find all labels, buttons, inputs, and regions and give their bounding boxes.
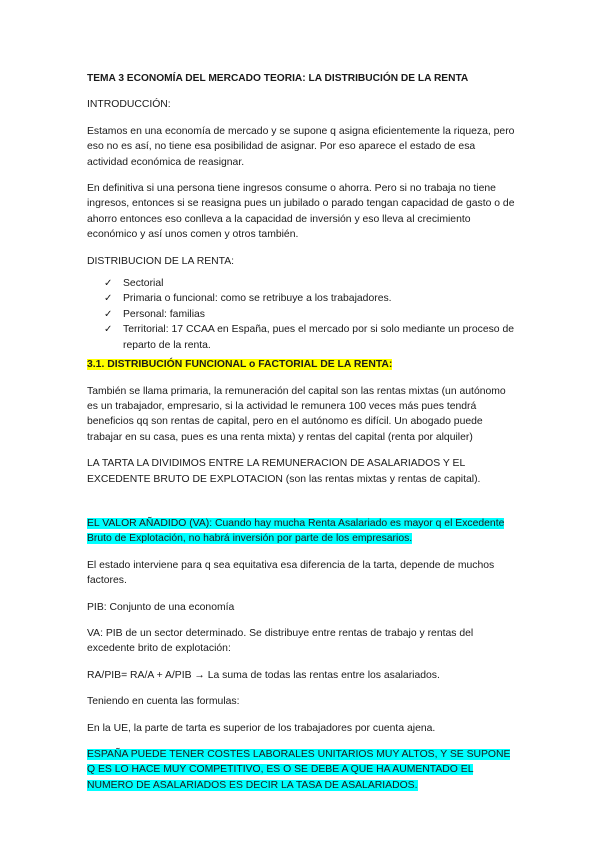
distribution-heading: DISTRIBUCION DE LA RENTA: xyxy=(87,255,235,267)
list-item xyxy=(104,307,519,322)
distribution-list xyxy=(87,276,519,353)
list-item xyxy=(104,291,519,306)
formulas-note-paragraph: Teniendo en cuenta las formulas: xyxy=(87,696,240,708)
section-title xyxy=(87,357,519,372)
pib-paragraph: PIB: Conjunto de una economía xyxy=(87,601,235,613)
list-item-text: Territorial: 17 CCAA en España, pues el mercado por si solo mediante un proceso de reparto de la renta. xyxy=(123,324,515,351)
list-item xyxy=(104,322,519,353)
section-title-highlight: 3.1. DISTRIBUCIÓN FUNCIONAL o FACTORIAL DE LA RENTA: xyxy=(87,359,393,371)
functional-paragraph-1: También se llama primaria, la remuneración del capital son las rentas mixtas (un autónomo es un trabajador, empresario, si la actividad le remunera 100 veces más pues tendrá beneficios qq son rentas de capital, pero en el autónomo es difícil. Un abogado puede trabajar en su casa, pues es una renta mixta) y rentas del capital (renta por alquiler) xyxy=(87,385,506,443)
blank-line xyxy=(87,498,519,516)
list-item-text: Sectorial xyxy=(123,278,164,290)
checkmark-icon: ✓ xyxy=(104,293,113,305)
spain-paragraph xyxy=(87,747,519,793)
state-paragraph: El estado interviene para q sea equitativa esa diferencia de la tarta, depende de muchos factores. xyxy=(87,559,495,587)
value-added-paragraph xyxy=(87,516,519,547)
list-item-text: Primaria o funcional: como se retribuye a los trabajadores. xyxy=(123,293,392,305)
list-item xyxy=(104,276,519,291)
functional-paragraph-2: LA TARTA LA DIVIDIMOS ENTRE LA REMUNERACION DE ASALARIADOS Y EL EXCEDENTE BRUTO DE EXPLOTACION (son las rentas mixtas y rentas de capital). xyxy=(87,458,481,485)
intro-paragraph-2: En definitiva si una persona tiene ingresos consume o ahorra. Pero si no trabaja no tiene ingresos, entonces si se reasigna pues un jubilado o parado tengan capacidad de gasto o de ahorro entonces eso conlleva a la capacidad de inversión y eso lleva al crecimiento económico y así unos comen y otros también. xyxy=(87,183,515,241)
spain-highlight: ESPAÑA PUEDE TENER COSTES LABORALES UNITARIOS MUY ALTOS, Y SE SUPONE Q ES LO HACE MUY COMPETITIVO, ES O SE DEBE A QUE HA AUMENTADO EL NUMERO DE ASALARIADOS ES DECIR LA TASA DE ASALARIADOS. xyxy=(87,749,511,791)
intro-paragraph-1: Estamos en una economía de mercado y se supone q asigna eficientemente la riqueza, pero eso no es así, no tiene esa posibilidad de asignar. Por eso aparece el estado de esa actividad económica de reasignar. xyxy=(87,125,515,168)
checkmark-icon: ✓ xyxy=(104,308,113,320)
document-body xyxy=(87,71,519,804)
va-paragraph: VA: PIB de un sector determinado. Se distribuye entre rentas de trabajo y rentas del excedente brito de explotación: xyxy=(87,627,474,655)
value-added-highlight: EL VALOR AÑADIDO (VA): Cuando hay mucha Renta Asalariado es mayor q el Excedente Bruto de Explotación, no habrá inversión por parte de los empresarios. xyxy=(87,517,505,545)
checkmark-icon: ✓ xyxy=(104,278,113,290)
formula-paragraph: RA/PIB= RA/A + A/PIB → La suma de todas las rentas entre los asalariados. xyxy=(87,669,440,681)
document-title: TEMA 3 ECONOMÍA DEL MERCADO TEORIA: LA DISTRIBUCIÓN DE LA RENTA xyxy=(87,73,469,84)
intro-heading: INTRODUCCIÓN: xyxy=(87,99,171,111)
list-item-text: Personal: familias xyxy=(123,308,206,320)
checkmark-icon: ✓ xyxy=(104,324,113,336)
ue-paragraph: En la UE, la parte de tarta es superior de los trabajadores por cuenta ajena. xyxy=(87,722,436,734)
